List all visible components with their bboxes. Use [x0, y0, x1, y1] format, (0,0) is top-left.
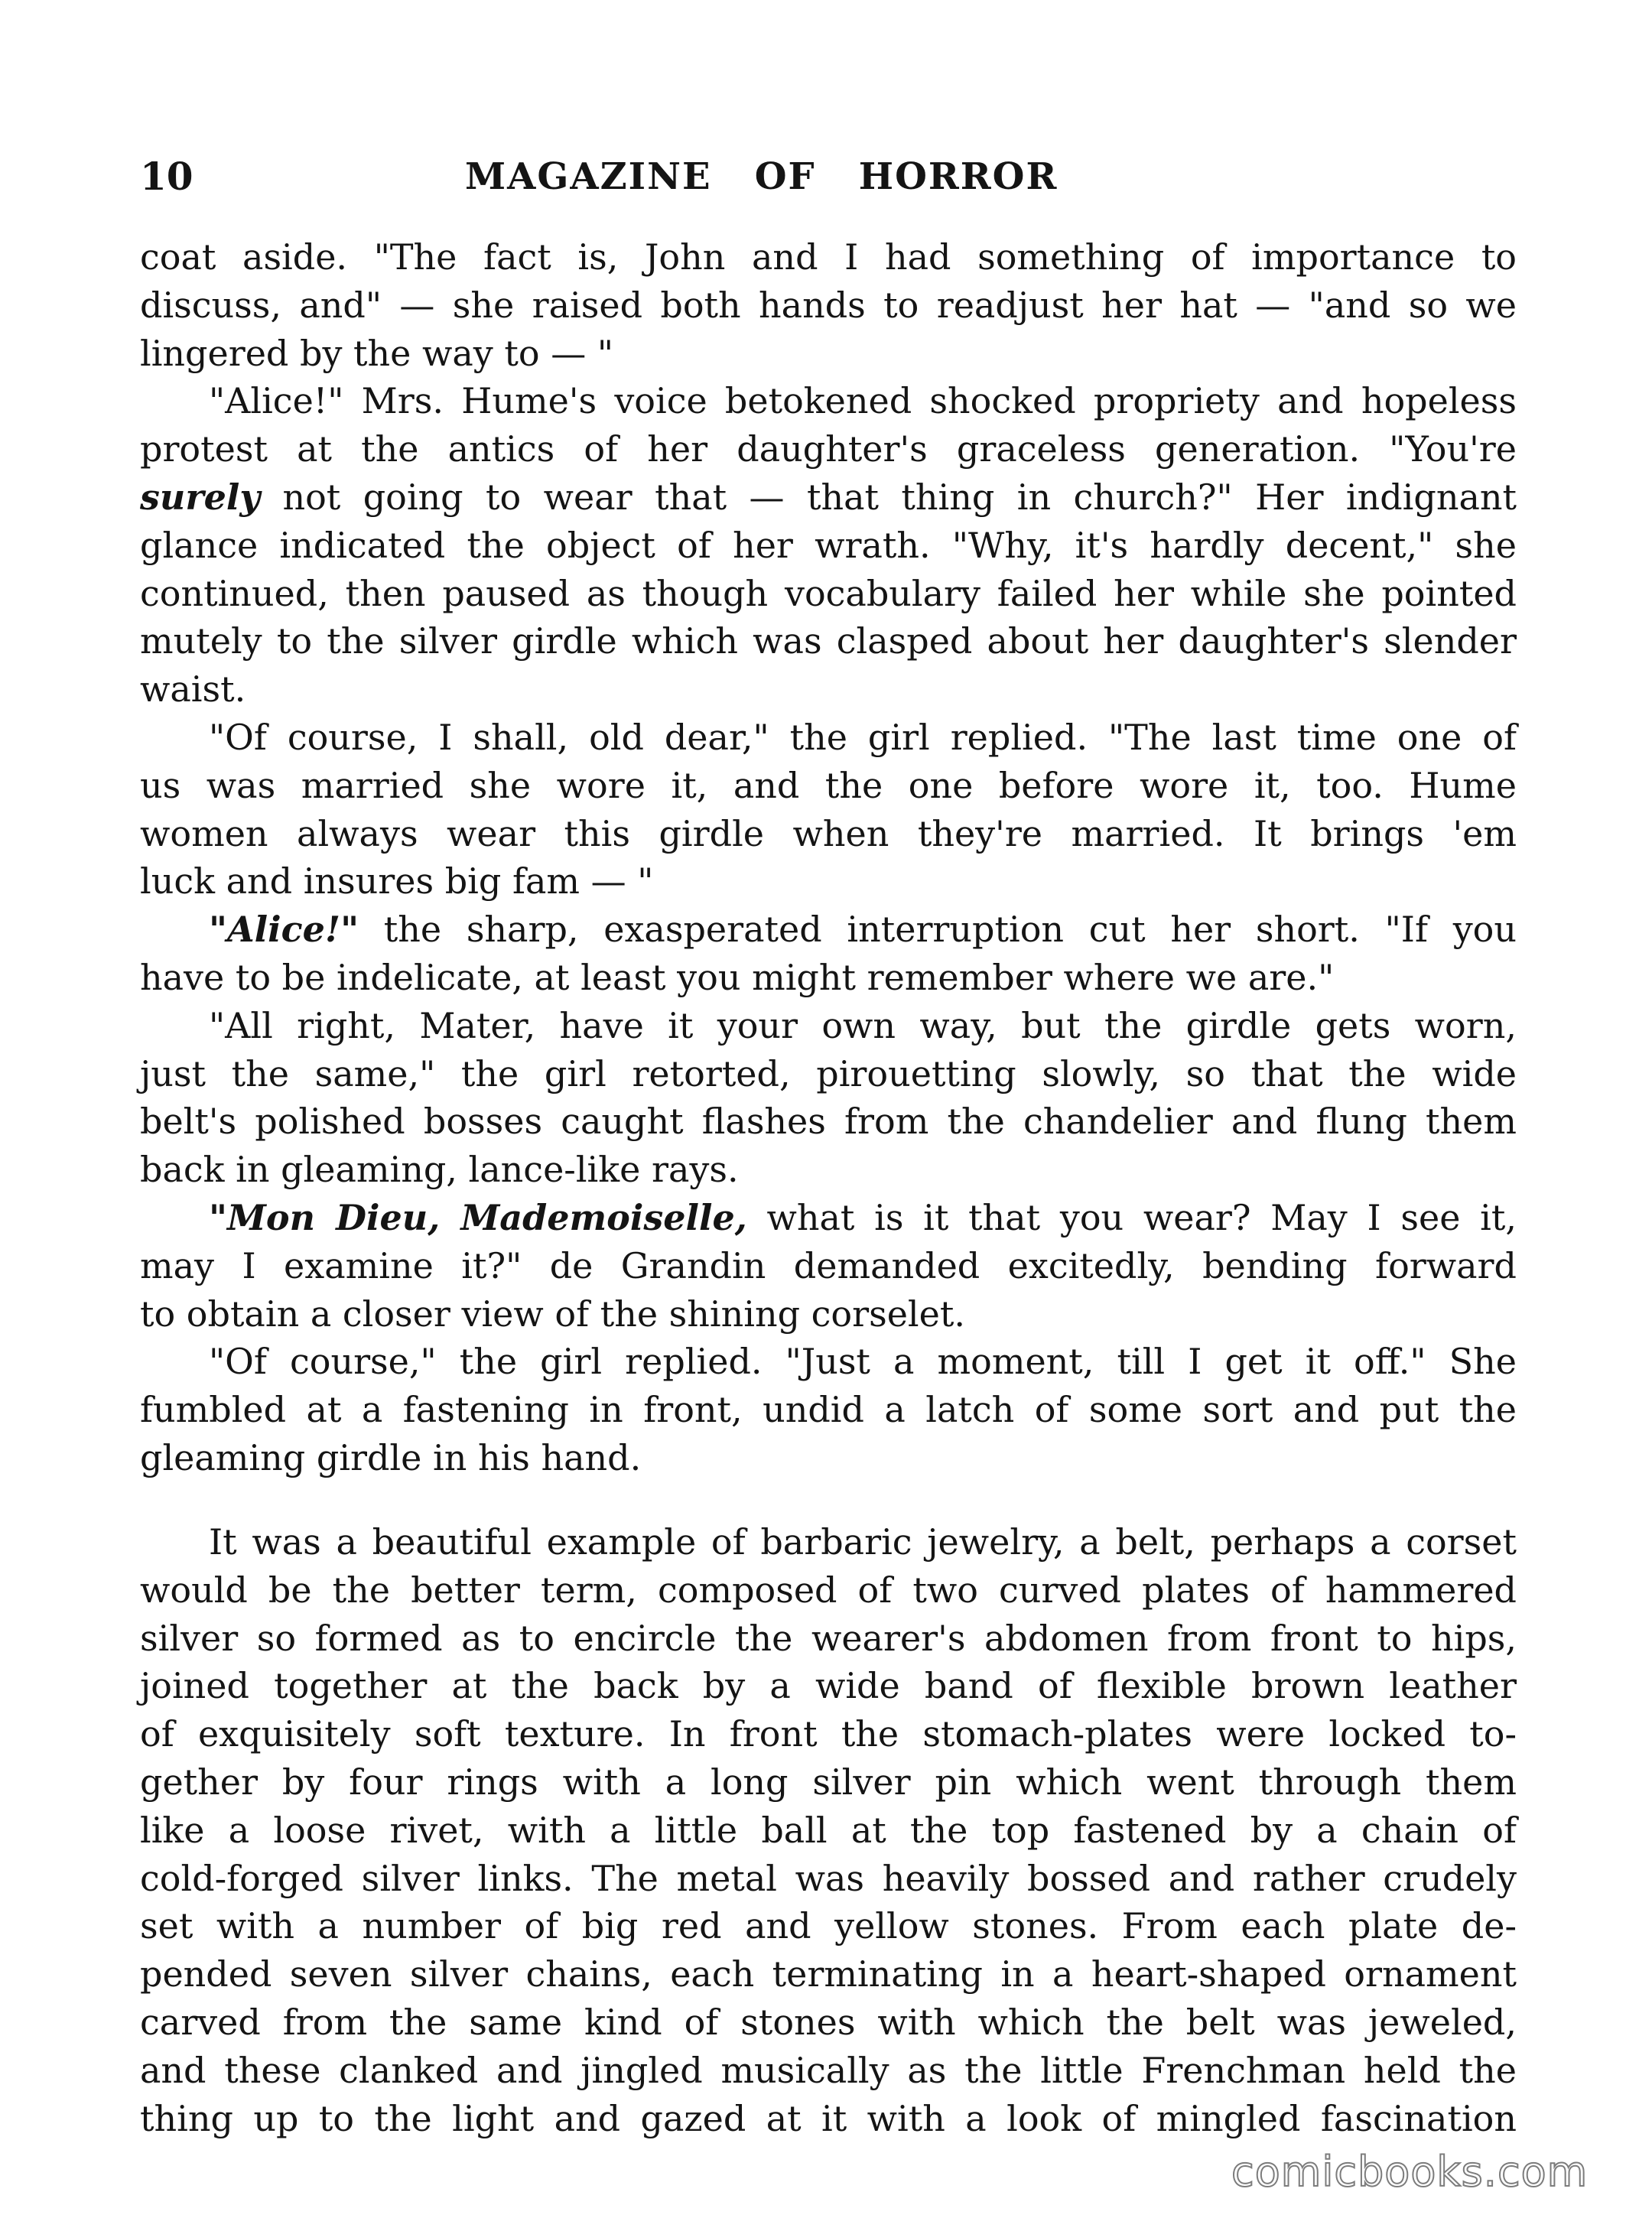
line-text: lingered by the way to — ": [140, 332, 614, 374]
line-text: coat aside. "The fact is, John and I had something of importance to: [140, 236, 1517, 278]
text-line: [140, 2095, 1517, 2143]
line-text: pended seven silver chains, each terminating in a heart-shaped ornament: [140, 1953, 1517, 1995]
line-text: waist.: [140, 668, 246, 711]
line-text: "All right, Mater, have it your own way, but the girdle gets worn,: [209, 1004, 1517, 1046]
line-text: gether by four rings with a long silver pin which went through them: [140, 1761, 1517, 1803]
line-text: "Of course, I shall, old dear," the girl replied. "The last time one of: [209, 716, 1517, 758]
line-text: continued, then paused as though vocabulary failed her while she pointed: [140, 572, 1517, 614]
line-text: joined together at the back by a wide band of flexible brown leather: [140, 1665, 1517, 1707]
line-text: gleaming girdle in his hand.: [140, 1436, 642, 1478]
text-line: [140, 714, 1517, 762]
line-text: discuss, and" — she raised both hands to readjust her hat — "and so we: [140, 284, 1517, 326]
text-line: [140, 1290, 1517, 1338]
text-line: [140, 570, 1517, 618]
text-line: [140, 1386, 1517, 1434]
text-line: [140, 1338, 1517, 1386]
line-text: It was a beautiful example of barbaric jewelry, a belt, perhaps a corset: [209, 1521, 1517, 1563]
text-line: [140, 1998, 1517, 2047]
text-line: [140, 810, 1517, 858]
text-line: [140, 1758, 1517, 1807]
line-text: just the same," the girl retorted, pirouetting slowly, so that the wide: [140, 1052, 1517, 1094]
text-line: [140, 1050, 1517, 1098]
line-text: belt's polished bosses caught flashes from the chandelier and flung them: [140, 1101, 1517, 1143]
text-line: [140, 1662, 1517, 1710]
text-line: [140, 665, 1517, 714]
line-text: would be the better term, composed of two curved plates of hammered: [140, 1569, 1517, 1611]
line-text: mutely to the silver girdle which was clasped about her daughter's slender: [140, 620, 1517, 662]
page-number: 10: [140, 154, 193, 199]
text-line: [140, 473, 1517, 522]
line-text: glance indicated the object of her wrath. "Why, it's hardly decent," she: [140, 524, 1517, 566]
line-text: "Of course," the girl replied. "Just a moment, till I get it off." She: [209, 1341, 1517, 1383]
text-line: [140, 857, 1517, 906]
text-line: [140, 330, 1517, 378]
text-line: [140, 617, 1517, 665]
italic-text: surely: [140, 476, 261, 518]
line-text: like a loose rivet, with a little ball at the top fastened by a chain of: [140, 1809, 1517, 1851]
line-text: carved from the same kind of stones with which the belt was jeweled,: [140, 2001, 1517, 2043]
text-line: [140, 233, 1517, 281]
text-line: [140, 1434, 1517, 1482]
line-text: set with a number of big red and yellow stones. From each plate de-: [140, 1905, 1517, 1947]
text-line: [140, 1950, 1517, 1998]
line-text: to obtain a closer view of the shining corselet.: [140, 1293, 965, 1335]
italic-text: "Alice!": [209, 909, 359, 951]
text-block-top: [140, 233, 1517, 1482]
text-line: [140, 1855, 1517, 1903]
line-text: of exquisitely soft texture. In front the stomach-plates were locked to-: [140, 1713, 1517, 1755]
line-text: and these clanked and jingled musically as the little Frenchman held the: [140, 2049, 1517, 2091]
line-text: back in gleaming, lance-like rays.: [140, 1149, 739, 1191]
running-title: MAGAZINE OF HORROR: [465, 155, 1059, 198]
text-line: [140, 1807, 1517, 1855]
line-text: the sharp, exasperated interruption cut her short. "If you: [359, 909, 1517, 951]
text-line: [140, 1902, 1517, 1950]
text-line: [140, 425, 1517, 473]
text-line: [140, 1242, 1517, 1290]
text-line: [140, 906, 1517, 954]
line-text: what is it that you wear? May I see it,: [746, 1196, 1517, 1238]
text-line: [140, 377, 1517, 425]
text-block-bottom: [140, 1518, 1517, 2142]
text-line: [140, 954, 1517, 1002]
line-text: fumbled at a fastening in front, undid a latch of some sort and put the: [140, 1389, 1517, 1431]
line-text: us was married she wore it, and the one before wore it, too. Hume: [140, 764, 1517, 806]
line-text: protest at the antics of her daughter's graceless generation. "You're: [140, 428, 1517, 470]
text-line: [140, 1146, 1517, 1194]
line-text: cold-forged silver links. The metal was heavily bossed and rather crudely: [140, 1857, 1517, 1899]
line-text: have to be indelicate, at least you might remember where we are.": [140, 956, 1335, 998]
text-line: [140, 1615, 1517, 1663]
line-text: luck and insures big fam — ": [140, 860, 654, 902]
watermark-logo: comicbooks.com: [1231, 2148, 1589, 2196]
text-line: [140, 762, 1517, 810]
line-text: thing up to the light and gazed at it with a look of mingled fascination: [140, 2097, 1517, 2139]
text-line: [140, 1194, 1517, 1242]
text-line: [140, 522, 1517, 570]
text-line: [140, 1518, 1517, 1566]
text-line: [140, 1710, 1517, 1758]
text-line: [140, 1098, 1517, 1146]
italic-text: "Mon Dieu, Mademoiselle,: [209, 1196, 747, 1238]
line-text: women always wear this girdle when they're married. It brings 'em: [140, 812, 1517, 854]
text-line: [140, 1566, 1517, 1615]
line-text: may I examine it?" de Grandin demanded excitedly, bending forward: [140, 1244, 1517, 1286]
text-line: [140, 2047, 1517, 2095]
line-text: silver so formed as to encircle the wearer's abdomen from front to hips,: [140, 1617, 1517, 1659]
line-text: "Alice!" Mrs. Hume's voice betokened shocked propriety and hopeless: [209, 380, 1517, 422]
text-line: [140, 1002, 1517, 1050]
page-header: [140, 150, 1111, 203]
line-text: not going to wear that — that thing in church?" Her indignant: [260, 476, 1517, 518]
text-line: [140, 281, 1517, 330]
